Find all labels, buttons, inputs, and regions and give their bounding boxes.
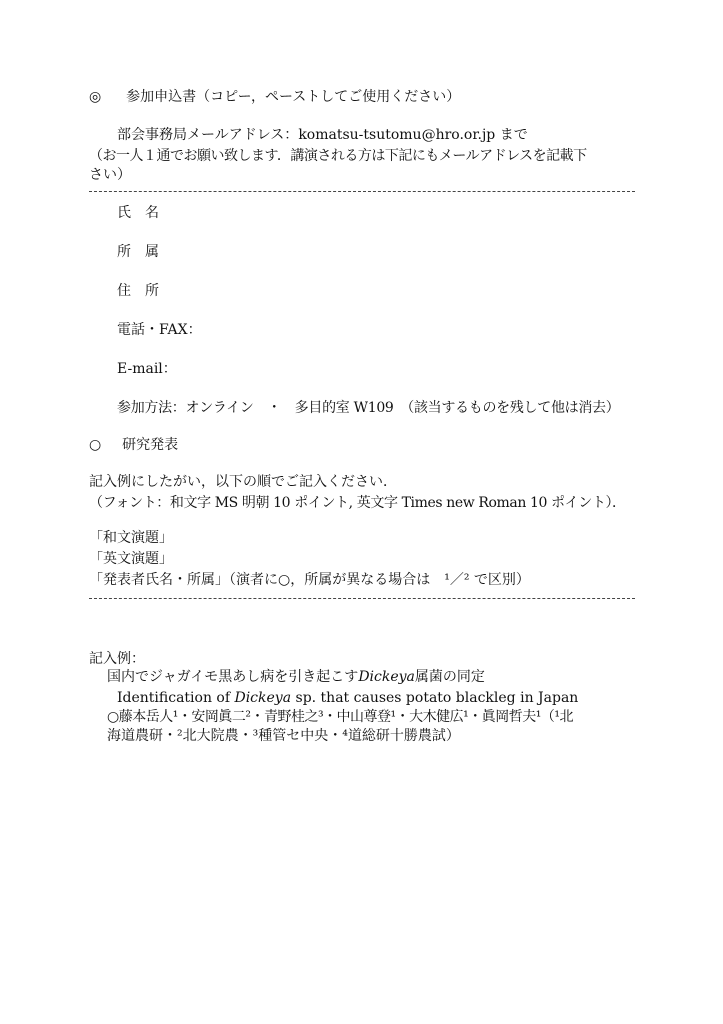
example-jp-title-pre: 国内でジャガイモ黒あし病を引き起こす [107, 669, 359, 685]
email-suffix: まで [495, 127, 528, 143]
field-phone-fax: 電話・FAX： [117, 322, 202, 338]
instructions-line-1: 記入例にしたがい，以下の順でご記入ください． [89, 474, 397, 490]
field-address: 住 所 [117, 283, 159, 299]
research-heading [89, 436, 178, 454]
example-english-title [117, 689, 578, 707]
instructions-line-2: （フォント：和文字 MS 明朝 10 ポイント, 英文字 Times new Roman 10 ポイント）． [89, 495, 626, 511]
note-line-1: （お一人１通でお願い致します．講演される方は下記にもメールアドレスを記載下 [89, 148, 587, 164]
separator-top [89, 191, 635, 192]
field-presenters: 「発表者氏名・所属」（演者に○，所属が異なる場合は ¹／² で区別） [89, 572, 530, 588]
research-title: 研究発表 [122, 437, 179, 453]
double-circle-mark: ◎ [89, 89, 102, 105]
field-name: 氏 名 [117, 205, 159, 221]
example-authors-line-2: 海道農研・²北大院農・³種管セ中央・⁴道総研十勝農試） [107, 728, 460, 744]
separator-bottom [89, 598, 635, 599]
note-line-2: さい） [89, 167, 131, 183]
example-authors-line-1: ○藤本岳人¹・安岡眞二²・青野桂之³・中山尊登¹・大木健広¹・眞岡哲夫¹（¹北 [107, 709, 574, 725]
email-line [117, 126, 528, 144]
example-jp-title-genus: Dickeya [358, 669, 415, 685]
field-affiliation: 所 属 [117, 244, 159, 260]
circle-mark: ○ [89, 437, 102, 453]
form-header [89, 88, 460, 106]
office-email-address: komatsu-tsutomu@hro.or.jp [298, 127, 496, 143]
field-email: E-mail： [117, 361, 177, 377]
field-english-title: 「英文演題」 [89, 551, 173, 567]
example-jp-title-post: 属菌の同定 [414, 669, 485, 685]
example-en-title-post: sp. that causes potato blackleg in Japan [291, 690, 579, 706]
example-en-title-genus: Dickeya [234, 690, 292, 706]
example-japanese-title [107, 668, 485, 686]
example-en-title-pre: Identification of [117, 690, 235, 706]
form-title: 参加申込書（コピー，ペーストしてご使用ください） [126, 89, 461, 105]
field-japanese-title: 「和文演題」 [89, 530, 173, 546]
field-participation-method: 参加方法：オンライン ・ 多目的室 W109 （該当するものを残して他は消去） [117, 400, 620, 416]
example-label: 記入例： [89, 651, 145, 667]
email-label: 部会事務局メールアドレス： [117, 127, 299, 143]
